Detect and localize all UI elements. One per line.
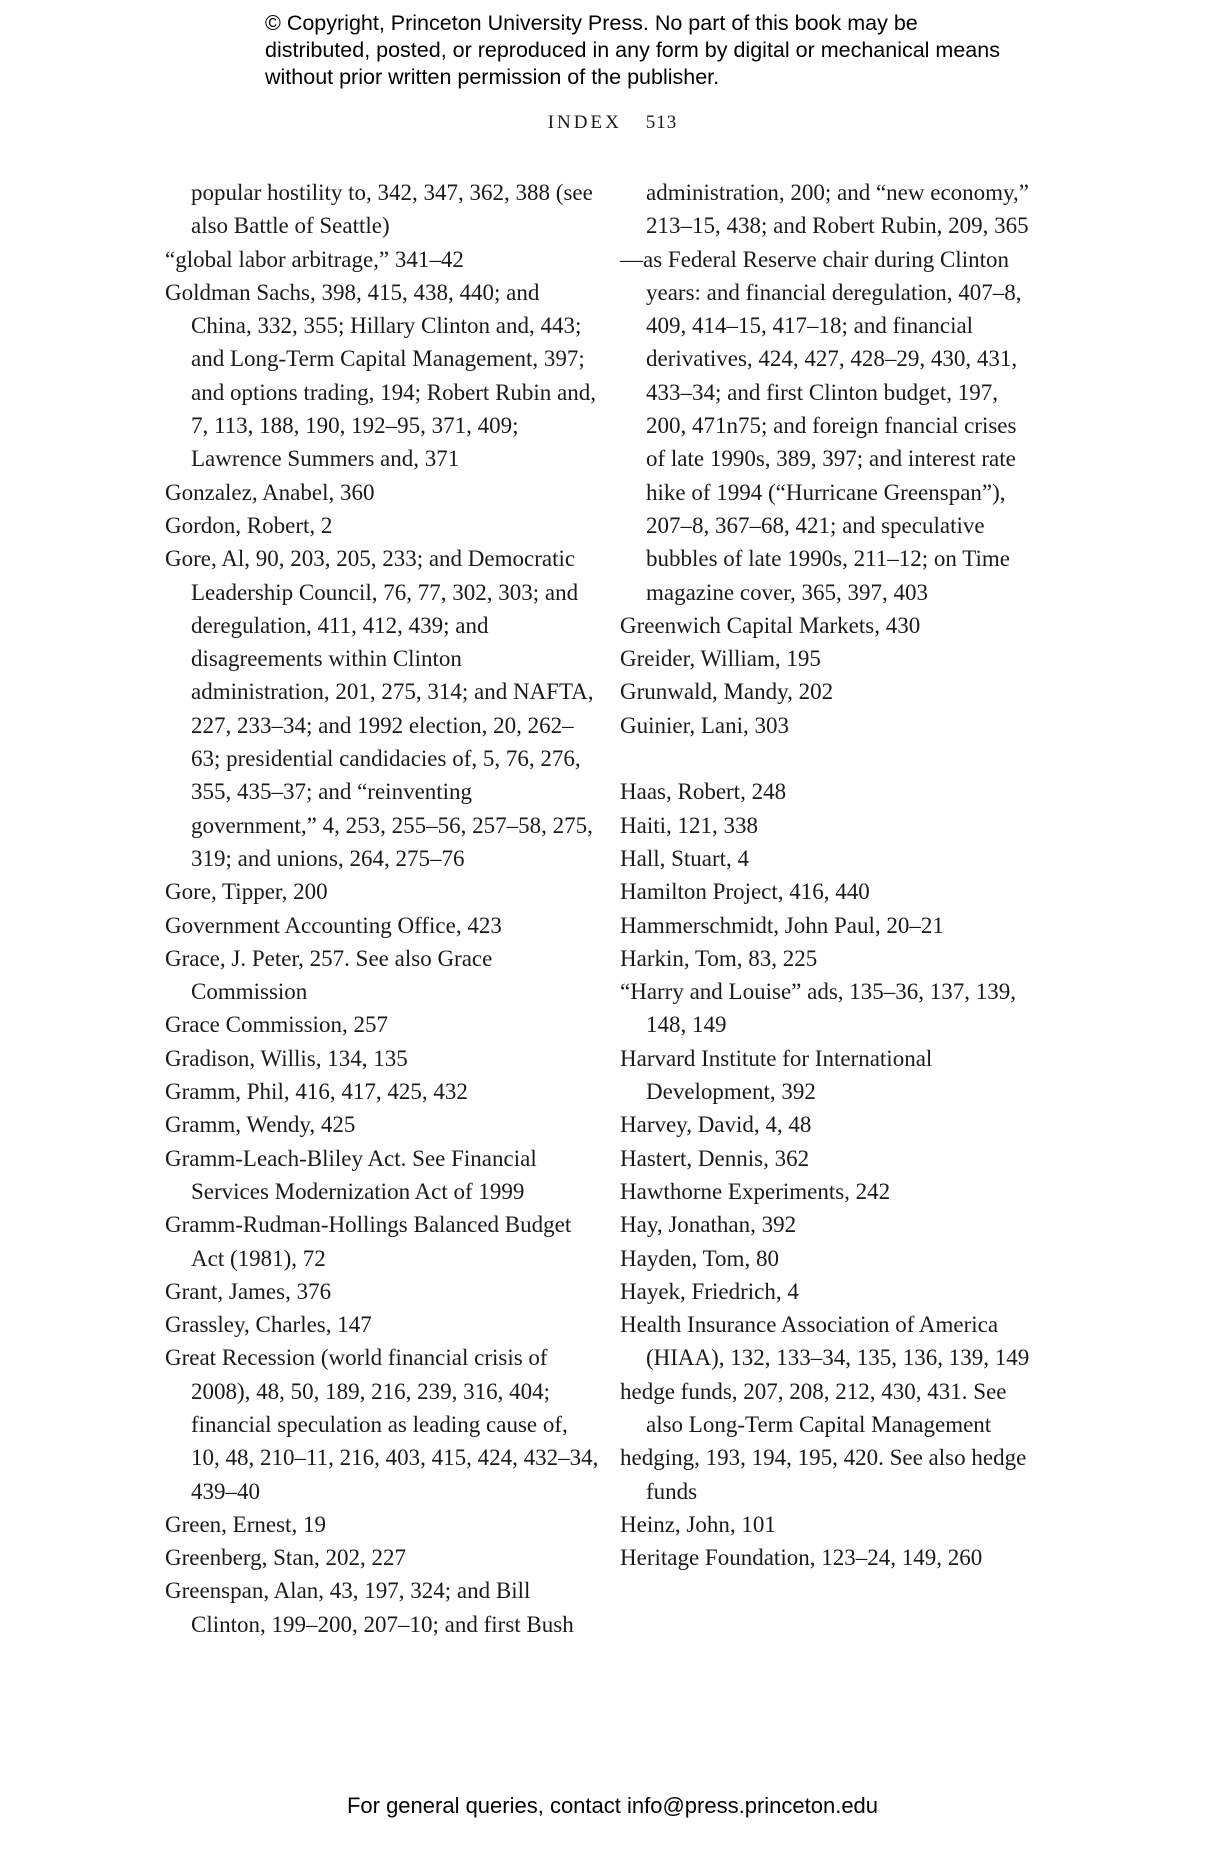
index-entry: hedging, 193, 194, 195, 420. See also hedge funds — [620, 1445, 1027, 1504]
index-entry: Grant, James, 376 — [165, 1278, 332, 1304]
index-entry: Hall, Stuart, 4 — [620, 845, 750, 871]
index-entry: “global labor arbitrage,” 341–42 — [165, 246, 464, 272]
index-entry: Hamilton Project, 416, 440 — [620, 879, 870, 905]
index-entry: Hayden, Tom, 80 — [620, 1245, 779, 1271]
copyright-notice: © Copyright, Princeton University Press. No part of this book may be distributed, posted, or reproduced in any form by digital or mechanical means without prior written permission of the publisher. — [265, 11, 1000, 89]
index-entry: Hayek, Friedrich, 4 — [620, 1278, 799, 1304]
index-entry: Great Recession (world financial crisis of 2008), 48, 50, 189, 216, 239, 316, 404; financial speculation as leading cause of, 10, 48, 210–11, 216, 403, 415, 424, 432–34, 439–40 — [165, 1345, 599, 1504]
index-entry: Grassley, Charles, 147 — [165, 1312, 372, 1338]
index-entry: Gonzalez, Anabel, 360 — [165, 479, 375, 505]
index-entry: hedge funds, 207, 208, 212, 430, 431. See also Long-Term Capital Management — [620, 1378, 1007, 1437]
index-entry: Greider, William, 195 — [620, 646, 821, 672]
index-entry: Hastert, Dennis, 362 — [620, 1145, 810, 1171]
index-entry: Grace Commission, 257 — [165, 1012, 388, 1038]
index-entry: Gradison, Willis, 134, 135 — [165, 1045, 408, 1071]
index-entry: Gore, Al, 90, 203, 205, 233; and Democratic Leadership Council, 76, 77, 302, 303; and deregulation, 411, 412, 439; and disagreements within Clinton administration, 201, 275, 314; and NAFTA, 227, 233–34; and 1992 election, 20, 262–63; presidential candidacies of, 5, 76, 276, 355, 435–37; and “reinventing government,” 4, 253, 255–56, 257–58, 275, 319; and unions, 264, 275–76 — [165, 546, 594, 871]
letter-gap — [620, 742, 1040, 775]
index-entry: Hammerschmidt, John Paul, 20–21 — [620, 912, 944, 938]
index-entry: Gramm, Wendy, 425 — [165, 1112, 356, 1138]
index-entry: —as Federal Reserve chair during Clinton years: and financial deregulation, 407–8, 409, 414–15, 417–18; and financial derivatives, 424, 427, 428–29, 430, 431, 433–34; and first Clinton budget, 197, 200, 471n75; and foreign fnancial crises of late 1990s, 389, 397; and interest rate hike of 1994 (“Hurricane Greenspan”), 207–8, 367–68, 421; and speculative bubbles of late 1990s, 211–12; on Time magazine cover, 365, 397, 403 — [620, 246, 1022, 605]
page-number: 513 — [645, 112, 678, 133]
index-entry: Green, Ernest, 19 — [165, 1511, 326, 1537]
index-entry: Health Insurance Association of America (HIAA), 132, 133–34, 135, 136, 139, 149 — [620, 1312, 1030, 1371]
index-entry: Haas, Robert, 248 — [620, 779, 787, 805]
index-entry: administration, 200; and “new economy,” 213–15, 438; and Robert Rubin, 209, 365 — [646, 180, 1030, 239]
index-entry: Gore, Tipper, 200 — [165, 879, 328, 905]
running-head — [0, 112, 1225, 134]
index-entry: Hawthorne Experiments, 242 — [620, 1178, 891, 1204]
index-entry: Gordon, Robert, 2 — [165, 512, 333, 538]
index-entry: Greenspan, Alan, 43, 197, 324; and Bill Clinton, 199–200, 207–10; and first Bush — [165, 1578, 574, 1637]
index-entry: Heinz, John, 101 — [620, 1511, 776, 1537]
index-entry: Goldman Sachs, 398, 415, 438, 440; and China, 332, 355; Hillary Clinton and, 443; and Long-Term Capital Management, 397; and options trading, 194; Robert Rubin and, 7, 113, 188, 190, 192–95, 371, 409; Lawrence Summers and, 371 — [165, 279, 597, 472]
index-entry: Gramm, Phil, 416, 417, 425, 432 — [165, 1079, 468, 1105]
index-entry: Greenberg, Stan, 202, 227 — [165, 1545, 407, 1571]
index-entry: Harkin, Tom, 83, 225 — [620, 945, 818, 971]
index-entry: “Harry and Louise” ads, 135–36, 137, 139, 148, 149 — [620, 979, 1017, 1038]
index-entry: Greenwich Capital Markets, 430 — [620, 612, 921, 638]
index-column-left — [165, 176, 600, 1641]
index-entry: Haiti, 121, 338 — [620, 812, 758, 838]
index-entry: Government Accounting Office, 423 — [165, 912, 502, 938]
index-entry: Gramm-Leach-Bliley Act. See Financial Services Modernization Act of 1999 — [165, 1145, 537, 1204]
index-entry: Harvard Institute for International Development, 392 — [620, 1045, 933, 1105]
footer-contact: For general queries, contact info@press.princeton.edu — [346, 1793, 879, 1818]
running-head-title: INDEX — [547, 112, 622, 133]
index-entry: Hay, Jonathan, 392 — [620, 1212, 797, 1238]
index-entry: Guinier, Lani, 303 — [620, 712, 789, 738]
index-entry: Harvey, David, 4, 48 — [620, 1112, 812, 1138]
index-entry: Grace, J. Peter, 257. See also Grace Commission — [165, 945, 493, 1005]
index-entry: Heritage Foundation, 123–24, 149, 260 — [620, 1545, 983, 1571]
index-entry: popular hostility to, 342, 347, 362, 388 (see also Battle of Seattle) — [191, 180, 593, 239]
index-entry: Gramm-Rudman-Hollings Balanced Budget Act (1981), 72 — [165, 1212, 572, 1271]
index-entry: Grunwald, Mandy, 202 — [620, 679, 834, 705]
index-column-right — [620, 176, 1040, 1574]
